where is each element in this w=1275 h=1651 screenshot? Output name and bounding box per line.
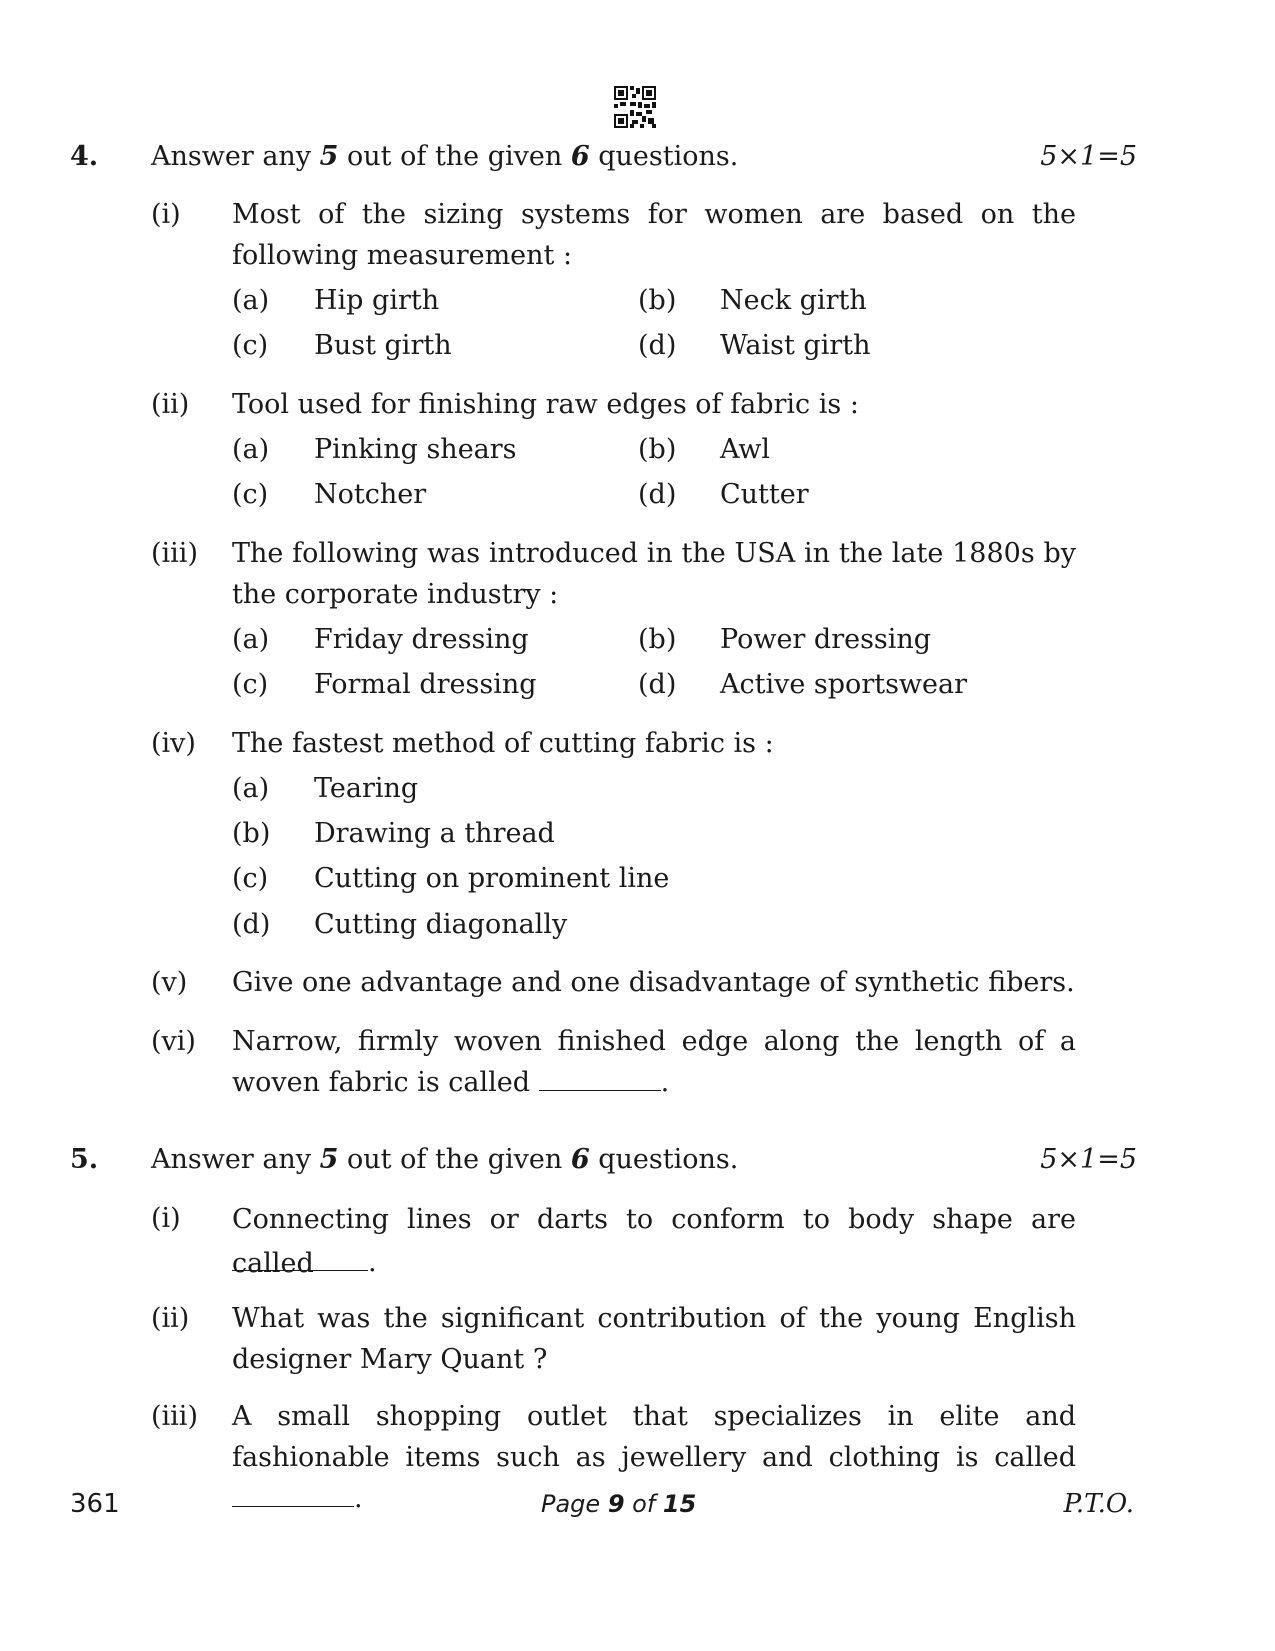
option-label: (d): [638, 669, 677, 700]
page-number: Page 9 of 15: [541, 1490, 697, 1518]
option-label: (b): [638, 624, 677, 655]
q4-iv-option-b: Drawing a thread: [314, 818, 555, 849]
q4-i-label: (i): [151, 199, 181, 230]
option-label: (c): [232, 863, 269, 894]
option-label: (d): [638, 479, 677, 510]
question-4-marks: 5×1=5: [1040, 141, 1137, 172]
q4-i-option-d: Waist girth: [720, 330, 871, 361]
q4-i-option-c: Bust girth: [314, 330, 452, 361]
option-label: (a): [232, 624, 270, 655]
q4-v-text: Give one advantage and one disadvantage of synthetic fibers.: [232, 967, 1075, 998]
q4-ii-text: Tool used for finishing raw edges of fabric is :: [232, 389, 859, 420]
q4-iii-label: (iii): [151, 538, 198, 569]
q4-i-option-b: Neck girth: [720, 285, 867, 316]
q4-iv-option-d: Cutting diagonally: [314, 909, 568, 940]
q4-ii-option-d: Cutter: [720, 479, 809, 510]
question-4-number: 4.: [70, 141, 99, 172]
q4-v-label: (v): [151, 967, 188, 998]
q5-iii-text: A small shopping outlet that specializes in elite and fashionable items such as jewellery and clothing is called .: [232, 1401, 1076, 1514]
q4-iii-option-c: Formal dressing: [314, 669, 537, 700]
answer-blank: [539, 1064, 661, 1091]
q4-iv-text: The fastest method of cutting fabric is :: [232, 728, 774, 759]
option-label: (a): [232, 434, 270, 465]
q5-i-text: Connecting lines or darts to conform to body shape are called: [232, 1204, 1076, 1279]
option-label: (b): [232, 818, 271, 849]
option-label: (d): [232, 909, 271, 940]
question-5-marks: 5×1=5: [1040, 1144, 1137, 1175]
paper-code: 361: [70, 1489, 120, 1519]
q5-ii-label: (ii): [151, 1303, 190, 1334]
q5-i-label: (i): [151, 1203, 181, 1234]
q4-ii-label: (ii): [151, 389, 190, 420]
option-label: (c): [232, 479, 269, 510]
q4-iii-option-d: Active sportswear: [720, 669, 968, 700]
q5-iii-label: (iii): [151, 1401, 198, 1432]
q5-ii-text: What was the significant contribution of the young English designer Mary Quant ?: [232, 1303, 1076, 1375]
option-label: (a): [232, 773, 270, 804]
q5-i-blank-line: .: [232, 1242, 377, 1283]
q4-iv-option-c: Cutting on prominent line: [314, 863, 670, 894]
question-5-number: 5.: [70, 1144, 99, 1175]
option-label: (b): [638, 434, 677, 465]
pto-label: P.T.O.: [1063, 1489, 1134, 1519]
q4-iii-option-a: Friday dressing: [314, 624, 529, 655]
option-label: (c): [232, 669, 269, 700]
q4-ii-option-b: Awl: [720, 434, 771, 465]
q4-i-option-a: Hip girth: [314, 285, 440, 316]
q4-ii-option-c: Notcher: [314, 479, 427, 510]
q4-vi-label: (vi): [151, 1026, 196, 1057]
question-5-instruction: Answer any 5 out of the given 6 questions.: [151, 1144, 739, 1175]
q4-iv-label: (iv): [151, 728, 196, 759]
option-label: (c): [232, 330, 269, 361]
answer-blank: [232, 1244, 368, 1271]
q4-iii-option-b: Power dressing: [720, 624, 932, 655]
question-4-instruction: Answer any 5 out of the given 6 questions.: [151, 141, 739, 172]
qr-code-icon: [614, 86, 656, 128]
q4-i-text: Most of the sizing systems for women are based on the following measurement :: [232, 199, 1076, 271]
q4-ii-option-a: Pinking shears: [314, 434, 517, 465]
q4-iv-option-a: Tearing: [314, 773, 419, 804]
option-label: (a): [232, 285, 270, 316]
q4-vi-text: Narrow, firmly woven finished edge along the length of a woven fabric is called .: [232, 1026, 1076, 1098]
option-label: (b): [638, 285, 677, 316]
option-label: (d): [638, 330, 677, 361]
answer-blank: [232, 1480, 354, 1507]
q4-iii-text: The following was introduced in the USA in the late 1880s by the corporate industry :: [232, 538, 1076, 610]
